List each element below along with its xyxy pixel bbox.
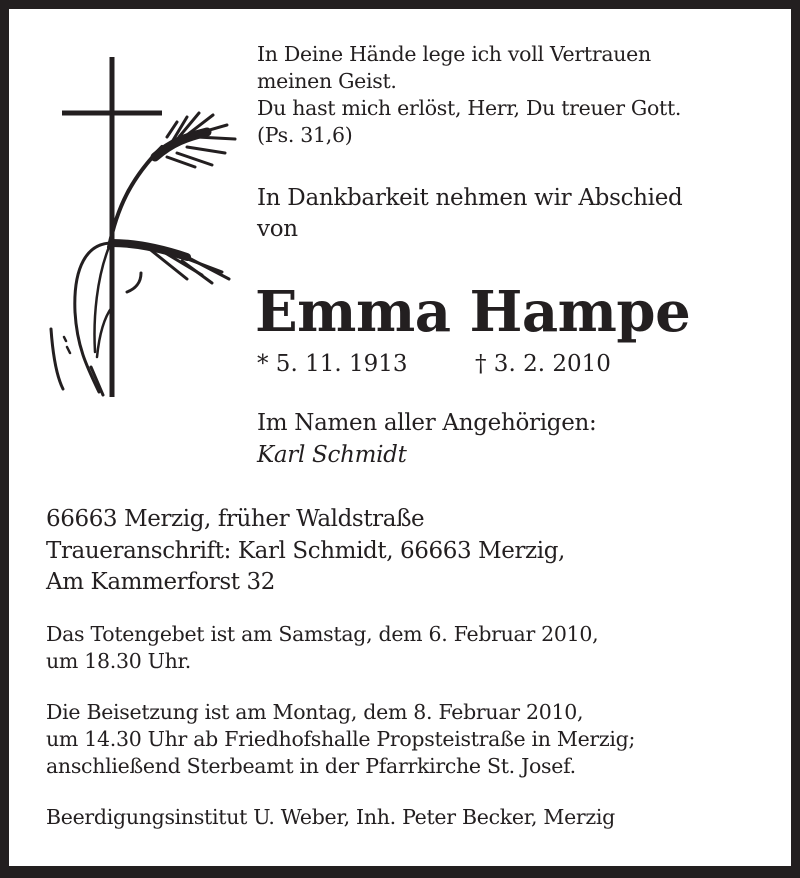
deceased-name: Emma Hampe [255, 279, 691, 345]
verse-line: Du hast mich erlöst, Herr, Du treuer Gott. [257, 96, 682, 120]
farewell-intro [257, 183, 682, 245]
burial-line: anschließend Sterbeamt in der Pfarrkirche St. Josef. [46, 754, 576, 778]
death-date: † 3. 2. 2010 [475, 351, 611, 377]
address-block [46, 504, 565, 599]
signer-name: Karl Schmidt [257, 442, 407, 468]
address-line: 66663 Merzig, früher Waldstraße [46, 506, 425, 532]
burial-line: um 14.30 Uhr ab Friedhofshalle Propsteistraße in Merzig; [46, 727, 636, 751]
on-behalf-block [257, 407, 597, 471]
address-line: Am Kammerforst 32 [46, 569, 276, 595]
prayer-line: um 18.30 Uhr. [46, 649, 192, 673]
burial-info [46, 699, 635, 780]
verse-line: meinen Geist. [257, 69, 397, 93]
prayer-info [46, 621, 598, 675]
burial-line: Die Beisetzung ist am Montag, dem 8. Februar 2010, [46, 700, 584, 724]
verse-block [257, 41, 681, 149]
birth-date: * 5. 11. 1913 [257, 351, 408, 377]
undertaker-credit: Beerdigungsinstitut U. Weber, Inh. Peter Becker, Merzig [46, 805, 615, 829]
prayer-line: Das Totengebet ist am Samstag, dem 6. Februar 2010, [46, 622, 599, 646]
obituary-notice [9, 9, 791, 866]
address-line: Traueranschrift: Karl Schmidt, 66663 Merzig, [46, 537, 565, 564]
intro-line: In Dankbarkeit nehmen wir Abschied [257, 185, 683, 211]
cross-with-wheat-icon [37, 47, 237, 397]
intro-line: von [257, 216, 298, 242]
verse-line: In Deine Hände lege ich voll Vertrauen [257, 42, 651, 66]
verse-reference: (Ps. 31,6) [257, 123, 353, 147]
behalf-label: Im Namen aller Angehörigen: [257, 410, 597, 436]
